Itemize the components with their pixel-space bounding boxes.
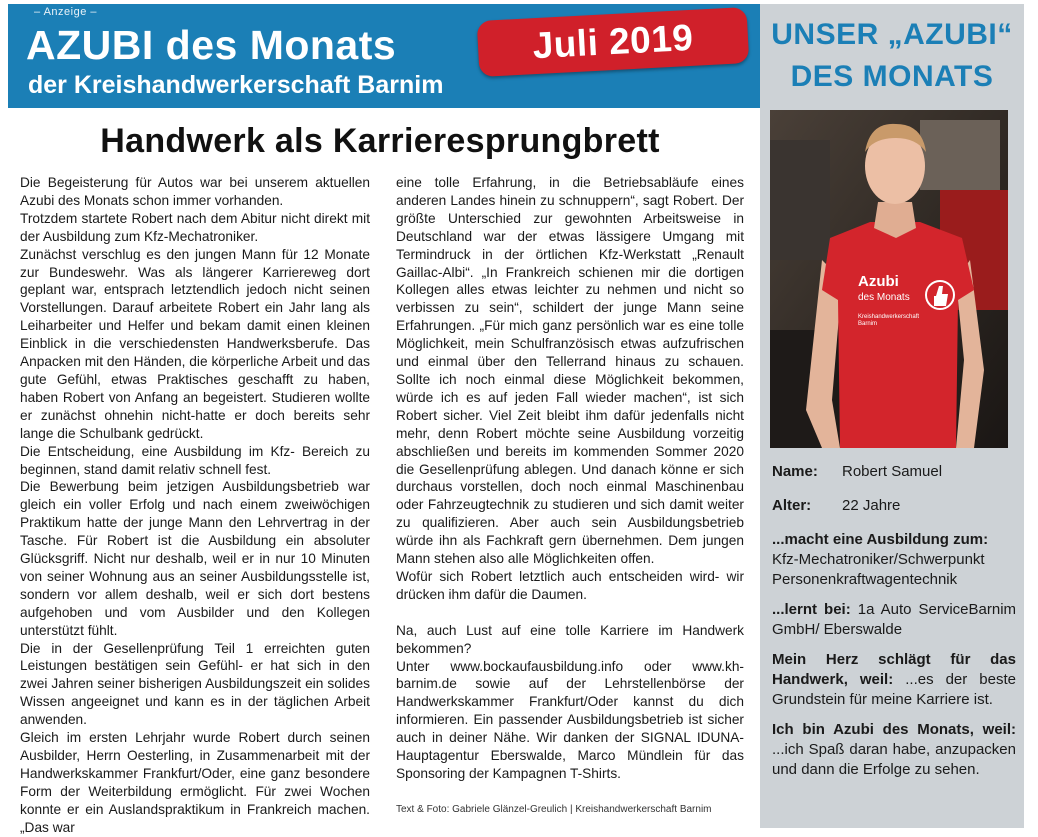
paragraph: Gleich im ersten Lehrjahr wurde Robert durch seinen Ausbilder, Herrn Oesterling, in Zusammenarbeit mit der Handwerkskammer Frankfurt/Oder, eine ganz besondere Form der Weiterbildung ermöglicht. Für zwei Wochen konnte er ein Auslandspraktikum in Frankreich machen. „Das war <box>20 730 370 835</box>
shirt-print-line-3: Kreishandwerkerschaft <box>858 314 920 320</box>
sidebar-title <box>760 14 1024 98</box>
advert-label: – Anzeige – <box>34 6 97 18</box>
shirt-print-line-1: Azubi <box>858 273 899 290</box>
azubi-reason-label: Ich bin Azubi des Monats, weil: <box>772 721 1016 738</box>
paragraph: Die in der Gesellenprüfung Teil 1 erreichten guten Leistungen bestätigen sein Gefühl- er hat sich in den zwei Jahren seiner bisherigen Ausbildungszeit ein solides Wissen angeeignet und kann es in der täglichen Arbeit anwenden. <box>20 640 370 728</box>
article-column-1 <box>20 174 370 837</box>
header-banner <box>8 4 760 108</box>
paragraph: Die Entscheidung, eine Ausbildung im Kfz- Bereich zu beginnen, stand damit relativ schnell fest. <box>20 443 370 477</box>
name-value: Robert Samuel <box>842 463 943 480</box>
sidebar-panel <box>760 4 1024 828</box>
sidebar-title-line-2: DES MONATS <box>790 60 994 93</box>
paragraph: Wofür sich Robert letztlich auch entscheiden wird- wir drücken ihm dafür die Daumen. <box>396 568 744 602</box>
learns-value: 1a Auto ServiceBarnim GmbH/ Eberswalde <box>772 601 1017 638</box>
paragraph: Unter www.bockaufausbildung.info oder www.kh-barnim.de sowie auf der Lehrstellenbörse der Handwerkskammer Frankfurt/Oder kannst du dich informieren. Ein passender Ausbildungsbetrieb ist sicher auch in deiner Nähe. Wir danken der SIGNAL IDUNA- Hauptagentur Eberswalde, Marco Mündlein für das Sponsoring der Kampagnen T-Shirts. <box>396 658 744 781</box>
azubi-reason-value: ...ich Spaß daran habe, anzupacken und dann die Erfolge zu sehen. <box>772 741 1016 778</box>
photo-credits: Text & Foto: Gabriele Glänzel-Greulich | Kreishandwerkerschaft Barnim <box>396 804 712 815</box>
azubi-photo <box>770 110 1008 448</box>
header-subtitle: der Kreishandwerkerschaft Barnim <box>28 71 444 99</box>
portrait-illustration <box>770 110 1008 448</box>
shirt-print-line-2: des Monats <box>858 292 910 303</box>
paragraph: Die Bewerbung beim jetzigen Ausbildungsbetrieb war gleich ein voller Erfolg und nach einem zweiwöchigen Praktikum hatte der junge Mann den Lehrvertrag in der Tasche. Für Robert ist die Ausbildung ein absoluter Glücksgriff. Nicht nur deshalb, weil er in nur 10 Minuten von seiner Wohnung aus an seiner Ausbildungsstelle ist, sondern vor allem deshalb, weil er sich dort bestens aufgehoben und vom Ausbilder und den Kollegen unterstützt fühlt. <box>20 479 370 638</box>
training-value: Kfz-Mechatroniker/Schwerpunkt Personenkraftwagentechnik <box>772 551 985 588</box>
age-label: Alter: <box>772 497 812 514</box>
sidebar-title-line-1: UNSER „AZUBI“ <box>771 18 1013 51</box>
month-label: Juli 2019 <box>531 16 695 67</box>
learns-label: ...lernt bei: <box>772 601 851 618</box>
paragraph: Na, auch Lust auf eine tolle Karriere im Handwerk bekommen? <box>396 622 744 656</box>
header-title: AZUBI des Monats <box>26 22 397 68</box>
heart-label: Mein Herz schlägt für das Handwerk, weil: <box>772 651 1016 688</box>
article-column-2 <box>396 174 744 783</box>
azubi-facts <box>772 462 1016 790</box>
shirt-print-line-4: Barnim <box>858 321 878 327</box>
article-headline: Handwerk als Karrieresprungbrett <box>100 122 660 160</box>
training-label: ...macht eine Ausbildung zum: <box>772 531 989 548</box>
paragraph: Die Begeisterung für Autos war bei unserem aktuellen Azubi des Monats schon immer vorhanden. <box>20 175 370 208</box>
age-value: 22 Jahre <box>842 497 901 514</box>
paragraph: Zunächst verschlug es den jungen Mann für 12 Monate zur Bundeswehr. Was als längerer Karriereweg dort geplant war, entsprach letztendlich jedoch nicht seinen Vorstellungen. Darauf arbeitete Robert ein Jahr lang als Leiharbeiter und Helfer und bekam damit einen kleinen Einblick in die verschiedensten Handwerksberufe. Das Anpacken mit den Händen, die körperliche Arbeit und das gute Gefühl, etwas Praktisches geschafft zu haben, haben Robert von Anfang an begeistert. Studieren wollte er zunächst ohnehin nicht-hatte er doch bereits sehr lange die Schulbank gedrückt. <box>20 246 370 441</box>
month-badge <box>477 7 750 77</box>
name-label: Name: <box>772 463 818 480</box>
heart-value: ...es der beste Grundstein für meine Karriere ist. <box>772 671 1016 708</box>
paragraph: Trotzdem startete Robert nach dem Abitur nicht direkt mit der Ausbildung zum Kfz-Mechatroniker. <box>20 210 370 244</box>
paragraph: eine tolle Erfahrung, in die Betriebsabläufe eines anderen Landes hinein zu schnuppern“, sagt Robert. Der größte Unterschied zur gewohnten Arbeitsweise in Deutschland war der etwas lässigere Umgang mit Termindruck in der örtlichen Kfz-Werkstatt „Renault Gaillac-Albi“. „In Frankreich schienen mir die dortigen Kollegen alles etwas leichter zu nehmen und nicht so verbissen zu sein“, schildert der junge Mann seine Erfahrungen. „Für mich ganz persönlich war es eine tolle Möglichkeit, mein Schulfranzösisch etwas aufzufrischen und einmal über den Tellerrand hinaus zu schauen. Sollte ich noch einmal diese Möglichkeit bekommen, würde ich es auf jeden Fall wieder machen“, ist sich Robert sicher. Viel Zeit bleibt ihm dafür jedenfalls nicht mehr, denn Robert möchte seine Ausbildung vorzeitig abschließen und bereits im kommenden Sommer 2020 die Gesellenprüfung ablegen. Und danach könne er sich durchaus vorstellen, doch noch einmal Maschinenbau oder Fahrzeugtechnik zu studieren und sich damit weiter zu qualifizieren. Aber auch sein Ausbildungsbetrieb würde ihn als Fachkraft gern übernehmen. Dem jungen Mann stehen also alle Möglichkeiten offen. <box>396 175 744 567</box>
